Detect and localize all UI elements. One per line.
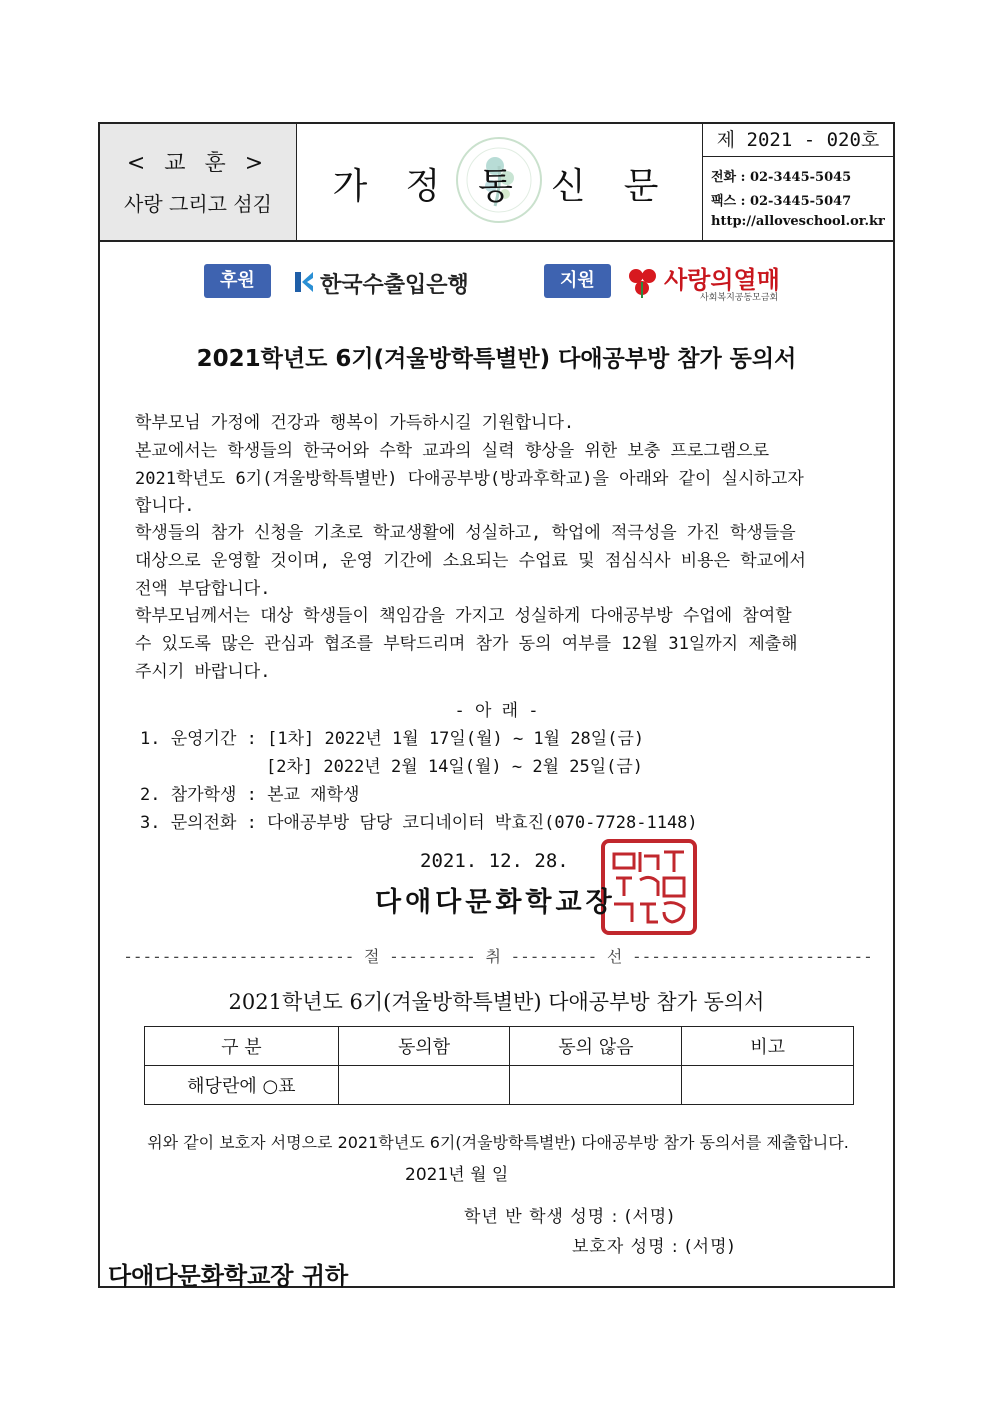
addressee: 다애다문화학교장 귀하: [108, 1261, 349, 1290]
body-paragraph-line: 학생들의 참가 신청을 기초로 학교생활에 성실하고, 학업에 적극성을 가진 학생들을: [135, 523, 796, 543]
school-motto-box: [100, 124, 297, 240]
phone-number: 전화 : 02-3445-5045: [711, 170, 852, 185]
sponsor-name: 한국수출입은행: [320, 273, 469, 298]
issue-number: 제 2021 - 020호: [703, 124, 893, 157]
disagree-cell[interactable]: [510, 1066, 682, 1105]
newsletter-title-box: [297, 124, 703, 240]
contact-item: 3. 문의전화 : 다애공부방 담당 코디네이터 박효진(070-7728-1148): [140, 813, 698, 833]
principal-name: 다애다문화학교장: [375, 887, 616, 918]
issue-info-box: [703, 124, 893, 240]
header-remarks: 비고: [682, 1027, 854, 1066]
student-signature-field[interactable]: 학년 반 학생 성명 : (서명): [464, 1207, 675, 1227]
body-paragraph-line: 학부모님께서는 대상 학생들이 책임감을 가지고 성실하게 다애공부방 수업에 참여할: [135, 606, 792, 626]
body-paragraph-line: 수 있도록 많은 관심과 협조를 부탁드리며 참가 동의 여부를 12월 31일까지 제출해: [135, 634, 798, 654]
body-paragraph-line: 합니다.: [135, 496, 195, 516]
body-paragraph-line: 대상으로 운영할 것이며, 운영 기간에 소요되는 수업료 및 점심식사 비용은 학교에서: [135, 551, 806, 571]
table-row: [145, 1066, 854, 1105]
fax-number: 팩스 : 02-3445-5047: [711, 194, 852, 209]
header-agree: 동의함: [338, 1027, 510, 1066]
body-paragraph-line: 전액 부담합니다.: [135, 579, 271, 599]
love-fruit-logo-icon: [624, 264, 660, 300]
table-header-row: [145, 1027, 854, 1066]
schedule-item: [2차] 2022년 2월 14일(월) ~ 2월 25일(금): [266, 757, 644, 777]
schedule-item: 1. 운영기간 : [1차] 2022년 1월 17일(월) ~ 1월 28일(금): [140, 729, 645, 749]
consent-table: [144, 1026, 854, 1105]
header-category: 구 분: [145, 1027, 339, 1066]
guardian-signature-field[interactable]: 보호자 성명 : (서명): [572, 1237, 736, 1257]
body-paragraph-line: 본교에서는 학생들의 한국어와 수학 교과의 실력 향상을 위한 보충 프로그램으로: [135, 441, 770, 461]
newsletter-title: 가정통신문: [332, 166, 697, 207]
website-link[interactable]: http://alloveschool.or.kr: [711, 214, 885, 229]
sponsor-badge: 후원: [204, 264, 271, 298]
submission-statement: 위와 같이 보호자 서명으로 2021학년도 6기(겨울방학특별반) 다애공부방 참가 동의서를 제출합니다.: [147, 1133, 849, 1152]
header-disagree: 동의 않음: [510, 1027, 682, 1066]
notice-heading: - 아 래 -: [454, 701, 539, 721]
issue-date: 2021. 12. 28.: [420, 850, 569, 872]
body-paragraph-line: 주시기 바랍니다.: [135, 662, 271, 682]
support-org-name: 사랑의열매: [664, 266, 780, 294]
support-org-subtitle: 사회복지공동모금회: [700, 293, 779, 303]
document-title: 2021학년도 6기(겨울방학특별반) 다애공부방 참가 동의서: [196, 346, 797, 372]
body-paragraph-line: 학부모님 가정에 건강과 행복이 가득하시길 기원합니다.: [135, 413, 575, 433]
row-label: 해당란에 ○표: [145, 1066, 339, 1105]
newsletter-page: [98, 122, 895, 1288]
submission-date-field[interactable]: 2021년 월 일: [405, 1165, 509, 1185]
participants-item: 2. 참가학생 : 본교 재학생: [140, 785, 360, 805]
motto-title: < 교 훈 >: [126, 151, 270, 176]
body-paragraph-line: 2021학년도 6기(겨울방학특별반) 다애공부방(방과후학교)을 아래와 같이 실시하고자: [135, 469, 804, 489]
consent-form-title: 2021학년도 6기(겨울방학특별반) 다애공부방 참가 동의서: [228, 990, 765, 1014]
motto-text: 사랑 그리고 섬김: [124, 192, 272, 216]
remarks-cell[interactable]: [682, 1066, 854, 1105]
support-badge: 지원: [544, 264, 611, 298]
exim-bank-logo-icon: [293, 270, 315, 294]
newsletter-header: [100, 124, 893, 242]
cut-line-divider: ------------------------ 절 --------- 취 --------- 선 -------------------------: [123, 947, 873, 966]
agree-cell[interactable]: [338, 1066, 510, 1105]
